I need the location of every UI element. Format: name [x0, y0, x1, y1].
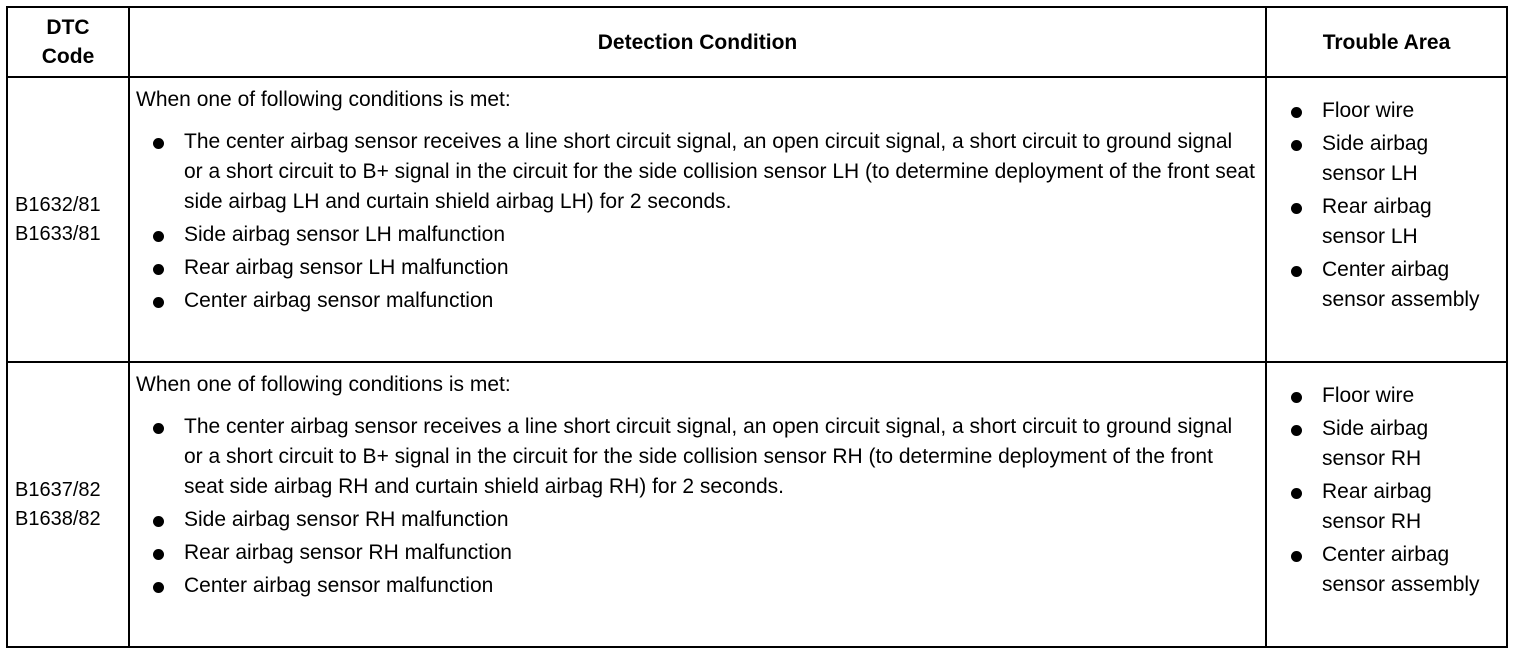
trouble-area-item [1267, 414, 1506, 474]
trouble-area-text: Rear airbag sensor RH [1322, 480, 1432, 534]
trouble-area-list [1267, 96, 1506, 315]
condition-text: Rear airbag sensor RH malfunction [184, 541, 512, 565]
bullet-icon [1291, 425, 1302, 436]
bullet-icon [1291, 392, 1302, 403]
detection-condition-cell [129, 77, 1266, 362]
header-trouble-area: Trouble Area [1266, 7, 1507, 77]
bullet-icon [153, 231, 164, 242]
condition-list [136, 127, 1265, 316]
trouble-area-item [1267, 477, 1506, 537]
condition-text: Center airbag sensor malfunction [184, 574, 494, 598]
bullet-icon [153, 297, 164, 308]
condition-item [136, 127, 1265, 217]
condition-text: Rear airbag sensor LH malfunction [184, 256, 509, 280]
header-dtc-code [7, 7, 129, 77]
bullet-icon [1291, 266, 1302, 277]
bullet-icon [1291, 551, 1302, 562]
header-dtc-code-line2: Code [41, 45, 95, 69]
dtc-table [6, 6, 1508, 648]
trouble-area-item [1267, 255, 1506, 315]
table-row [7, 77, 1507, 362]
trouble-area-text: Center airbag sensor assembly [1322, 543, 1480, 597]
table-row [7, 362, 1507, 647]
condition-text: Side airbag sensor RH malfunction [184, 508, 509, 532]
condition-item [136, 538, 1265, 568]
bullet-icon [153, 138, 164, 149]
dtc-code: B1637/82 [15, 478, 101, 501]
condition-item [136, 286, 1265, 316]
trouble-area-list [1267, 381, 1506, 600]
condition-item [136, 220, 1265, 250]
trouble-area-item [1267, 381, 1506, 411]
detection-condition-cell [129, 362, 1266, 647]
condition-text: The center airbag sensor receives a line short circuit signal, an open circuit signal, a short circuit to ground signal or a short circuit to B+ signal in the circuit for the side collision sensor LH (to determine deployment of the front seat side airbag LH and curtain shield airbag LH) for 2 seconds. [184, 130, 1255, 214]
trouble-area-text: Side airbag sensor RH [1322, 417, 1429, 471]
bullet-icon [153, 582, 164, 593]
bullet-icon [153, 423, 164, 434]
bullet-icon [153, 516, 164, 527]
dtc-code: B1632/81 [15, 193, 101, 216]
condition-item [136, 253, 1265, 283]
trouble-area-text: Side airbag sensor LH [1322, 132, 1429, 186]
condition-intro: When one of following conditions is met: [136, 88, 511, 112]
dtc-code: B1638/82 [15, 507, 101, 530]
bullet-icon [1291, 488, 1302, 499]
trouble-area-text: Floor wire [1322, 384, 1415, 408]
condition-text: The center airbag sensor receives a line short circuit signal, an open circuit signal, a short circuit to ground signal or a short circuit to B+ signal in the circuit for the side collision sensor RH (to determine deployment of the front seat side airbag RH and curtain shield airbag RH) for 2 seconds. [184, 415, 1233, 499]
trouble-area-text: Floor wire [1322, 99, 1415, 123]
dtc-code-cell [7, 77, 129, 362]
condition-item [136, 505, 1265, 535]
trouble-area-cell [1266, 362, 1507, 647]
header-dtc-code-line1: DTC [46, 16, 90, 40]
condition-text: Center airbag sensor malfunction [184, 289, 494, 313]
bullet-icon [153, 264, 164, 275]
condition-item [136, 571, 1265, 601]
bullet-icon [153, 549, 164, 560]
condition-list [136, 412, 1265, 601]
trouble-area-item [1267, 192, 1506, 252]
bullet-icon [1291, 203, 1302, 214]
bullet-icon [1291, 140, 1302, 151]
dtc-code: B1633/81 [15, 222, 101, 245]
dtc-code-cell [7, 362, 129, 647]
trouble-area-item [1267, 540, 1506, 600]
condition-text: Side airbag sensor LH malfunction [184, 223, 506, 247]
header-detection-condition: Detection Condition [129, 7, 1266, 77]
trouble-area-text: Center airbag sensor assembly [1322, 258, 1480, 312]
bullet-icon [1291, 107, 1302, 118]
condition-intro: When one of following conditions is met: [136, 373, 511, 397]
trouble-area-item [1267, 129, 1506, 189]
trouble-area-text: Rear airbag sensor LH [1322, 195, 1432, 249]
table-header-row [7, 7, 1507, 77]
trouble-area-cell [1266, 77, 1507, 362]
condition-item [136, 412, 1265, 502]
trouble-area-item [1267, 96, 1506, 126]
